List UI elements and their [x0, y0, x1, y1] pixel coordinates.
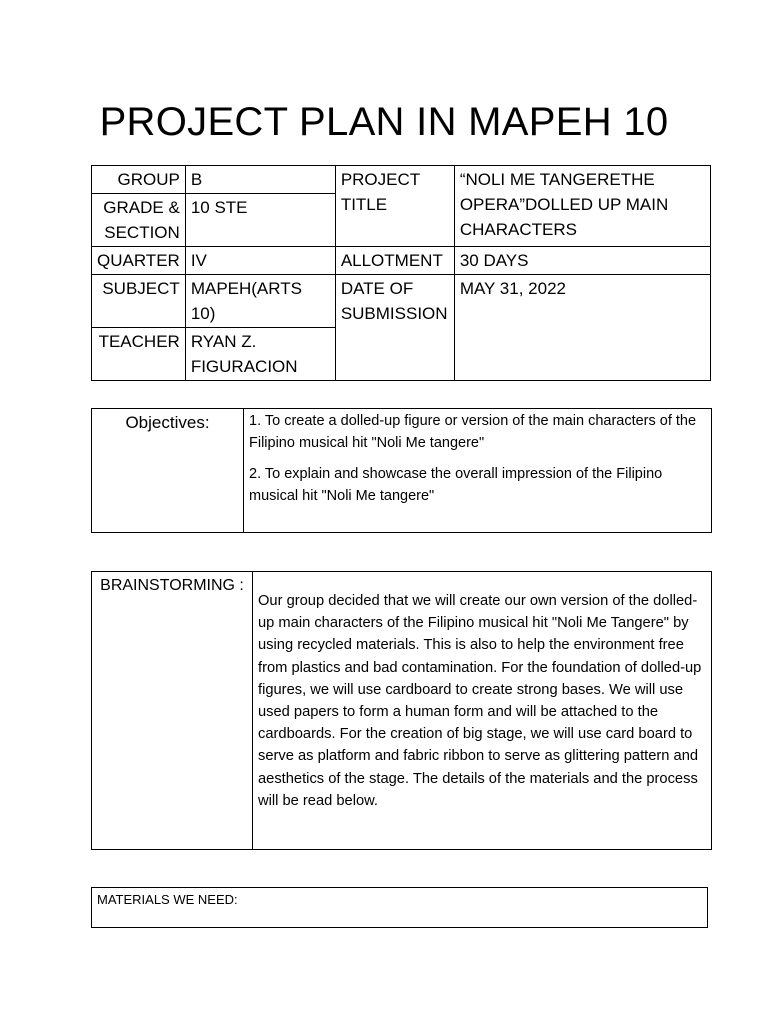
objective-item-2: 2. To explain and showcase the overall impression of the Filipino musical hit "Noli Me tangere"	[249, 466, 663, 504]
allotment-label: ALLOTMENT	[335, 247, 454, 275]
brainstorming-label: BRAINSTORMING :	[92, 572, 253, 850]
teacher-label: TEACHER	[92, 328, 186, 381]
materials-label: MATERIALS WE NEED:	[92, 888, 708, 928]
subject-value: MAPEH(ARTS 10)	[185, 275, 335, 328]
objectives-table	[91, 408, 712, 533]
grade-section-label: GRADE & SECTION	[92, 194, 186, 247]
date-of-submission-value: MAY 31, 2022	[454, 275, 710, 381]
page-title: PROJECT PLAN IN MAPEH 10	[99, 100, 669, 144]
allotment-value: 30 DAYS	[454, 247, 710, 275]
project-title-label: PROJECT TITLE	[335, 166, 454, 247]
table-row	[92, 247, 711, 275]
materials-table	[91, 887, 708, 928]
grade-section-value: 10 STE	[185, 194, 335, 247]
table-row	[92, 888, 708, 928]
brainstorming-table	[91, 571, 712, 850]
table-row	[92, 166, 711, 194]
teacher-value: RYAN Z. FIGURACION	[185, 328, 335, 381]
objective-item-1: 1. To create a dolled-up figure or version of the main characters of the Filipino musical hit "Noli Me tangere"	[249, 413, 697, 451]
objectives-label: Objectives:	[92, 409, 244, 533]
objectives-content	[244, 409, 712, 533]
quarter-label: QUARTER	[92, 247, 186, 275]
table-row	[92, 275, 711, 328]
quarter-value: IV	[185, 247, 335, 275]
table-row	[92, 409, 712, 533]
table-row	[92, 572, 712, 850]
group-label: GROUP	[92, 166, 186, 194]
project-info-table	[91, 165, 711, 381]
subject-label: SUBJECT	[92, 275, 186, 328]
project-title-value: “NOLI ME TANGERETHE OPERA”DOLLED UP MAIN CHARACTERS	[454, 166, 710, 247]
brainstorming-text: Our group decided that we will create our own version of the dolled-up main characters of the Filipino musical hit "Noli Me Tangere" by using recycled materials. This is also to help the environment free from plastics and bad contamination. For the foundation of dolled-up figures, we will use cardboard to create strong bases. We will use used papers to form a human form and will be attached to the cardboards. For the creation of big stage, we will use card board to serve as platform and fabric ribbon to serve as glittering pattern and aesthetics of the stage. The details of the materials and the process will be read below.	[253, 572, 712, 850]
date-of-submission-label: DATE OF SUBMISSION	[335, 275, 454, 381]
group-value: B	[185, 166, 335, 194]
